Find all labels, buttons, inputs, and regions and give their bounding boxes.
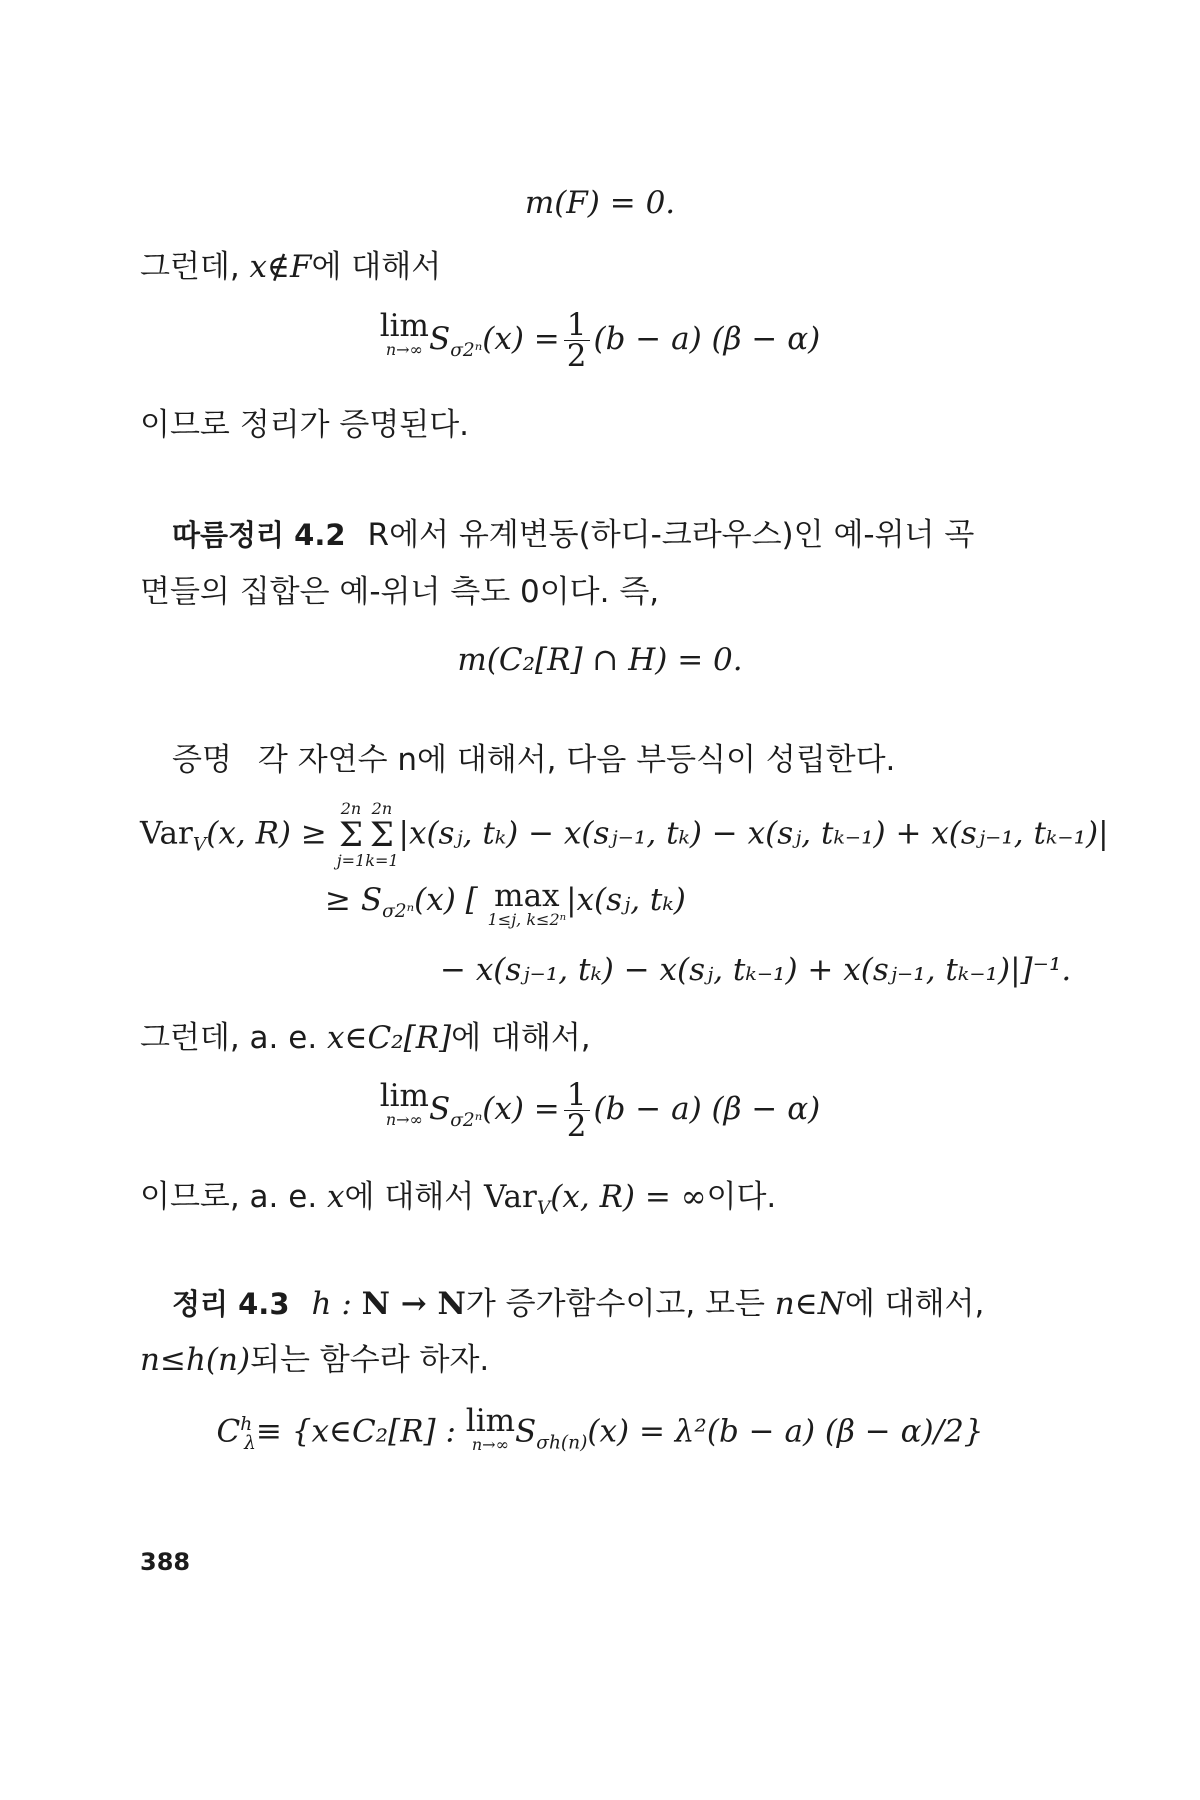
variation-inequality: Var$_V$(x, R) ≥ 2n Σ j=1 2n Σ k=1 |x(sⱼ, tₖ) − x(sⱼ₋₁, tₖ) − x(sⱼ, tₖ₋₁) + x(sⱼ₋₁, tₖ₋₁)|	[140, 799, 1109, 870]
equation-mf: m(F) = 0.	[524, 185, 676, 221]
sum-k: 2n Σ k=1	[365, 799, 399, 870]
proof-line: 증명 각 자연수 n에 대해서, 다음 부등식이 성립한다.	[172, 742, 896, 778]
text-line: 이므로, a. e. x에 대해서 Var$_V$(x, R) = ∞이다.	[140, 1179, 777, 1220]
fraction: $\frac{1}{2}$	[564, 310, 590, 371]
theorem-heading: 정리 4.3 h : N → N가 증가함수이고, 모든 n∈N에 대해서,	[172, 1286, 985, 1322]
text-line: 이므로 정리가 증명된다.	[140, 407, 470, 443]
text-line: 그런데, x∉F에 대해서	[140, 249, 442, 285]
inequality-line-3: − x(sⱼ₋₁, tₖ) − x(sⱼ, tₖ₋₁) + x(sⱼ₋₁, tₖ₋₁)|]⁻¹.	[440, 952, 1072, 988]
corollary-text: 면들의 집합은 예-위너 측도 0이다. 즉,	[140, 574, 660, 610]
text-line: 그런데, a. e. x∈C₂[R]에 대해서,	[140, 1020, 591, 1056]
page-number: 388	[140, 1548, 191, 1576]
inequality-line-2: ≥ $S_{\sigma 2^n}(x)$ [ max 1≤j, k≤2ⁿ |x(sⱼ, tₖ)	[325, 878, 686, 929]
equation-measure-zero: m(C₂[R] ∩ H) = 0.	[457, 642, 743, 678]
sum-j: 2n Σ j=1	[336, 799, 366, 870]
corollary-heading: 따름정리 4.2 R에서 유계변동(하디-크라우스)인 예-위너 곡	[172, 517, 975, 553]
limit-equation: lim n→∞ $S_{\sigma 2^n}(x)$ = $\frac{1}{2}$ (b − a) (β − α)	[379, 307, 821, 374]
limit-equation: lim n→∞ $S_{\sigma 2^n}(x)$ = $\frac{1}{2}$ (b − a) (β − α)	[379, 1077, 821, 1144]
set-definition: $C^h_\lambda\equiv$ {x∈C₂[R] : lim n→∞ $S_{\sigma h(n)}(x) = \lambda^2(b - a) (\beta - \alpha)/2$}	[216, 1403, 984, 1454]
theorem-text: n≤h(n)되는 함수라 하자.	[140, 1342, 490, 1378]
fraction: $\frac{1}{2}$	[564, 1080, 590, 1141]
